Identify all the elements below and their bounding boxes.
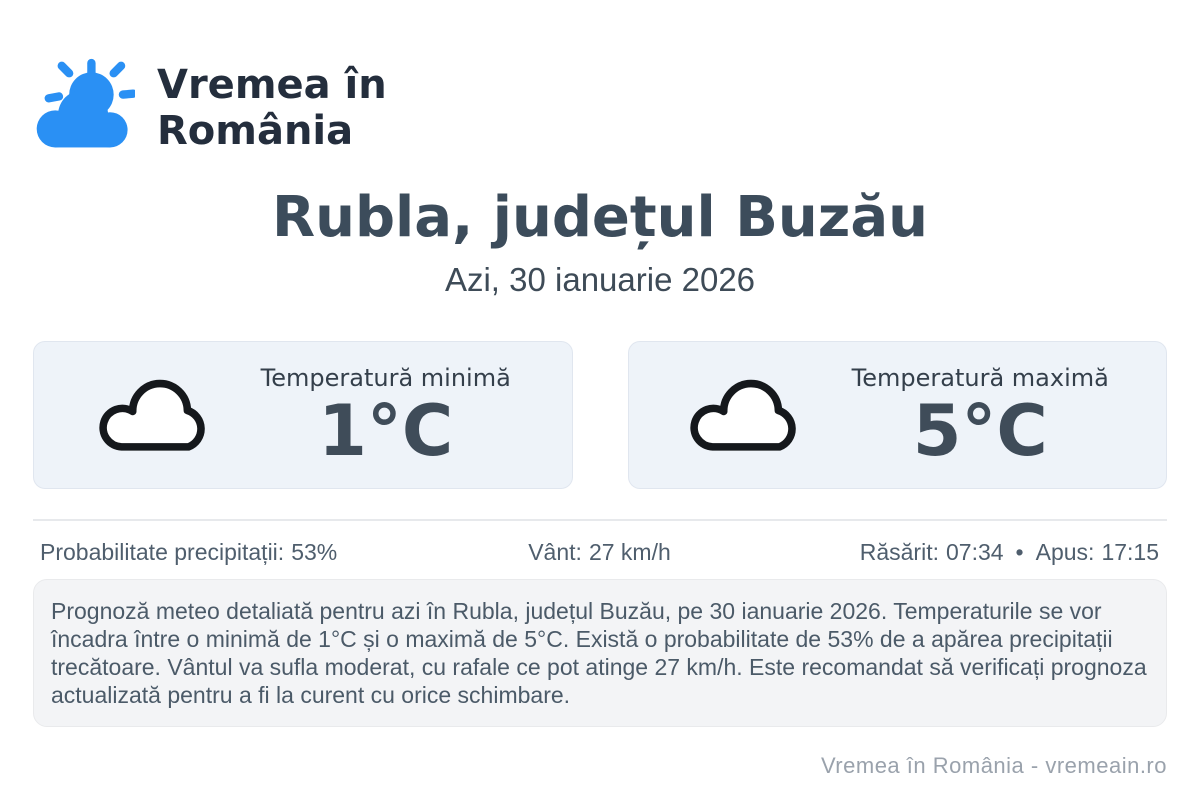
max-temp-card bbox=[628, 341, 1168, 489]
footer-credit: Vremea în România - vremeain.ro bbox=[820, 753, 1167, 779]
sunrise-label: Răsărit: bbox=[859, 539, 939, 566]
temperature-cards bbox=[33, 341, 1167, 489]
precipitation-value: 53% bbox=[291, 539, 338, 566]
cloud-icon bbox=[686, 375, 808, 456]
sunrise-time: 07:34 bbox=[945, 539, 1004, 566]
page-title: Rubla, județul Buzău bbox=[271, 185, 929, 250]
stats-bar bbox=[33, 538, 1167, 566]
sunset-time: 17:15 bbox=[1101, 539, 1159, 566]
summary-text: Prognoză meteo detaliată pentru azi în Rubla, județul Buzău, pe 30 ianuarie 2026. Temperaturile se vor încadra între o minimă de 1°C și o maximă de 5°C. Există o probabilitate de 53% de a apărea precipitații trecătoare. Vântul va sufla moderat, cu rafale ce pot atinge 27 km/h. Este recomandat să verificați prognoza actualizată pentru a fi la curent cu orice schimbare. bbox=[51, 598, 1147, 709]
stat-wind bbox=[528, 538, 671, 566]
max-temp-text bbox=[851, 364, 1109, 473]
logo bbox=[33, 55, 1167, 161]
footer bbox=[33, 753, 1167, 779]
divider bbox=[33, 519, 1167, 521]
precipitation-label: Probabilitate precipitații: bbox=[40, 539, 285, 566]
sun-cloud-icon bbox=[33, 56, 135, 161]
logo-wordmark bbox=[157, 62, 387, 154]
logo-line-2: România bbox=[157, 108, 354, 154]
logo-line-1: Vremea în bbox=[157, 62, 387, 108]
date-subtitle: Azi, 30 ianuarie 2026 bbox=[444, 261, 756, 299]
cloud-icon bbox=[95, 375, 217, 456]
wind-value: 27 km/h bbox=[588, 539, 671, 566]
max-temp-value: 5°C bbox=[912, 390, 1048, 473]
min-temp-card bbox=[33, 341, 573, 489]
min-temp-label: Temperatură minimă bbox=[260, 364, 511, 393]
wind-label: Vânt: bbox=[528, 539, 582, 566]
min-temp-value: 1°C bbox=[318, 390, 454, 473]
bullet-separator: • bbox=[1015, 539, 1024, 566]
max-temp-label: Temperatură maximă bbox=[851, 364, 1109, 393]
sunset-label: Apus: bbox=[1035, 539, 1095, 566]
stat-sun-times bbox=[860, 538, 1159, 566]
summary-box bbox=[33, 579, 1167, 727]
stat-precipitation bbox=[40, 538, 337, 566]
min-temp-text bbox=[260, 364, 511, 473]
